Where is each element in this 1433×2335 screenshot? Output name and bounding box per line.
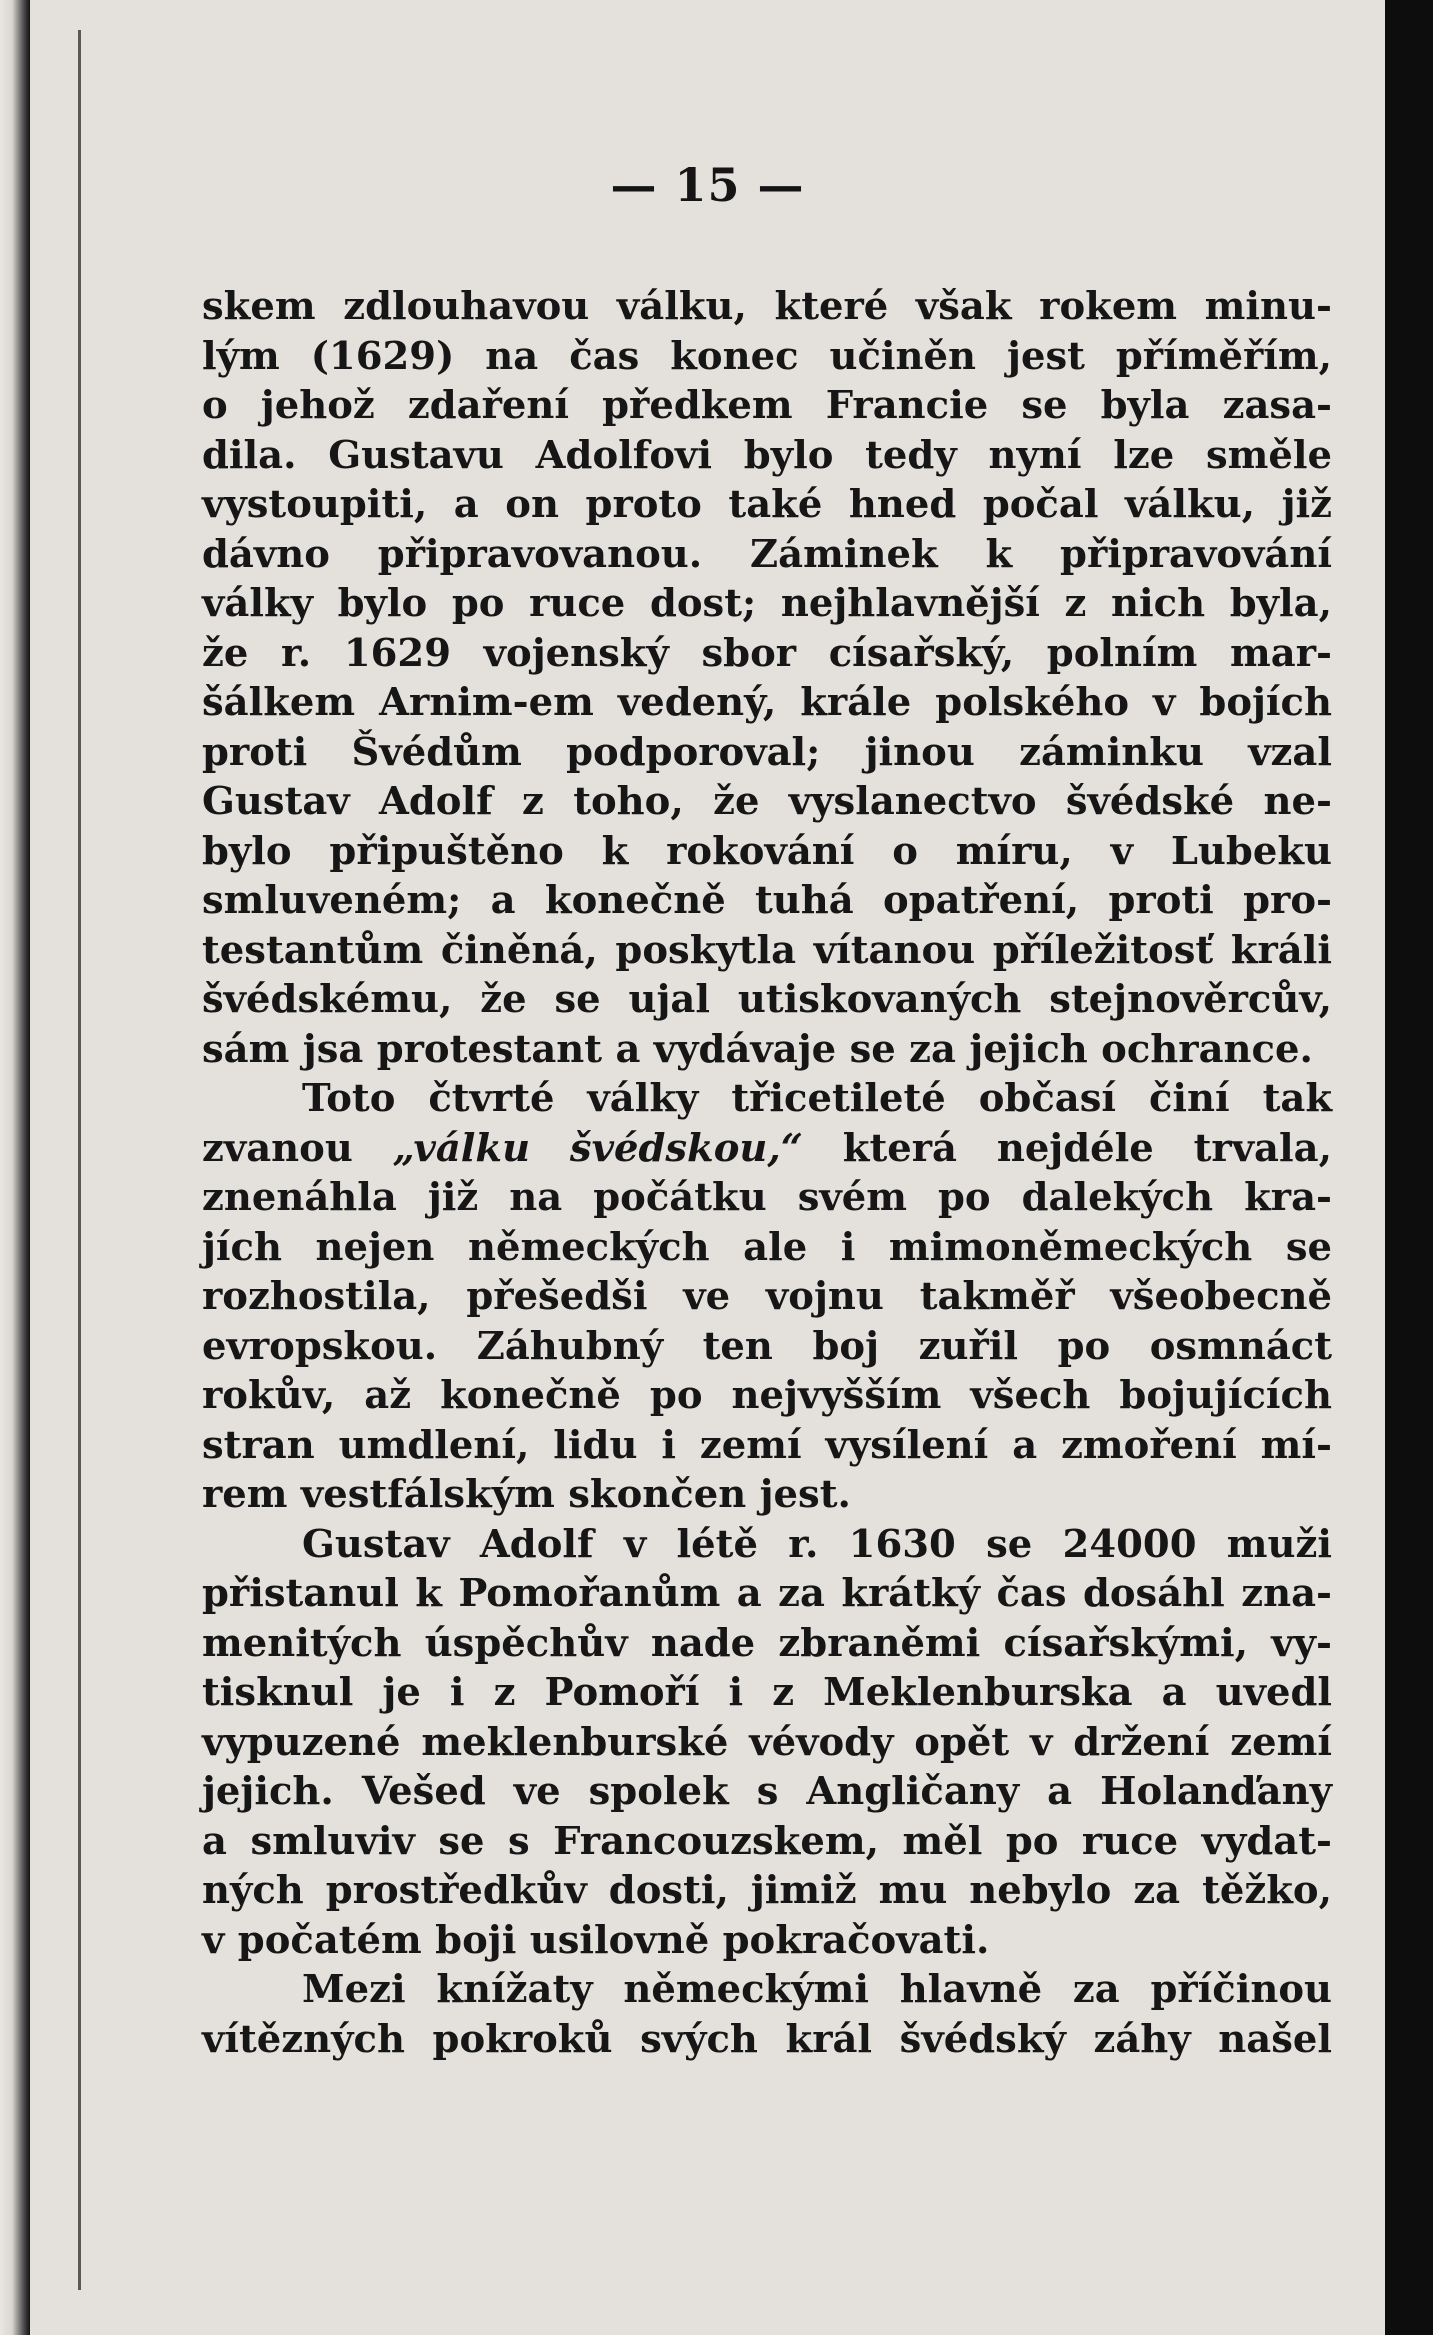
text-line: menitých úspěchův nade zbraněmi císařskými, vy- [202,1620,1332,1666]
text-line: jejich. Vešed ve spolek s Angličany a Holanďany [202,1769,1332,1814]
page-number: — 15 — [610,158,805,212]
text-line: vítězných pokroků svých král švédský záhy našel [202,2016,1332,2062]
text-line: smluveném; a konečně tuhá opatření, proti pro- [202,878,1332,923]
text-line: proti Švédům podporoval; jinou záminku vzal [202,729,1332,775]
scan-left-edge [0,0,30,2335]
text-line-segment: zvanou [202,1125,393,1171]
text-line [202,1124,1332,1174]
text-line: v počatém boji usilovně pokračovati. [202,1917,990,1963]
text-line: dávno připravovanou. Záminek k připravování [202,531,1332,577]
text-line: rem vestfálským skončen jest. [202,1472,851,1517]
text-line: války bylo po ruce dost; nejhlavnější z nich byla, [202,581,1332,626]
text-line: šálkem Arnim-em vedený, krále polského v bojích [202,680,1332,725]
body-text [202,282,1332,2064]
text-line: a smluviv se s Francouzskem, měl po ruce vydat- [202,1818,1332,1864]
text-line: Gustav Adolf z toho, že vyslanectvo švédské ne- [202,779,1332,824]
text-line: tisknul je i z Pomoří i z Meklenburska a uvedl [202,1670,1332,1715]
text-line: skem zdlouhavou válku, které však rokem minu- [202,284,1332,329]
page-fold-line [78,30,81,2290]
text-line: o jehož zdaření předkem Francie se byla zasa- [202,383,1332,428]
text-line: znenáhla již na počátku svém po dalekých kra- [202,1175,1332,1220]
text-line: že r. 1629 vojenský sbor císařský, polním mar- [202,630,1332,676]
text-line-segment: která nejdéle trvala, [802,1125,1332,1171]
text-line: testantům činěná, poskytla vítanou příležitosť králi [202,927,1332,973]
text-line: Mezi knížaty německými hlavně za příčinou [302,1967,1332,2012]
text-line: ných prostředkův dosti, jimiž mu nebylo za těžko, [202,1868,1332,1913]
text-line: vystoupiti, a on proto také hned počal válku, již [202,482,1332,527]
italic-phrase: „válku švédskou,“ [392,1125,803,1171]
text-line: jích nejen německých ale i mimoněmeckých se [202,1224,1332,1270]
text-line: evropskou. Záhubný ten boj zuřil po osmnáct [202,1323,1332,1369]
text-line: přistanul k Pomořanům a za krátký čas dosáhl zna- [202,1571,1332,1616]
text-line: stran umdlení, lidu i zemí vysílení a zmoření mí- [202,1422,1332,1468]
text-line: Toto čtvrté války třicetileté občasí činí tak [302,1076,1332,1121]
text-line: vypuzené meklenburské vévody opět v držení zemí [202,1719,1332,1765]
book-page [30,0,1385,2335]
text-line: rozhostila, přešedši ve vojnu takměř všeobecně [202,1274,1332,1319]
text-line: sám jsa protestant a vydávaje se za jejich ochrance. [202,1026,1313,1072]
text-line: bylo připuštěno k rokování o míru, v Lubeku [202,828,1332,874]
text-line: dila. Gustavu Adolfovi bylo tedy nyní lze směle [202,432,1332,478]
text-line: lým (1629) na čas konec učiněn jest příměřím, [202,333,1332,379]
text-line: Gustav Adolf v létě r. 1630 se 24000 muži [302,1521,1332,1567]
text-line: švédskému, že se ujal utiskovaných stejnověrcův, [202,977,1332,1022]
text-line: rokův, až konečně po nejvyšším všech bojujících [202,1373,1332,1418]
